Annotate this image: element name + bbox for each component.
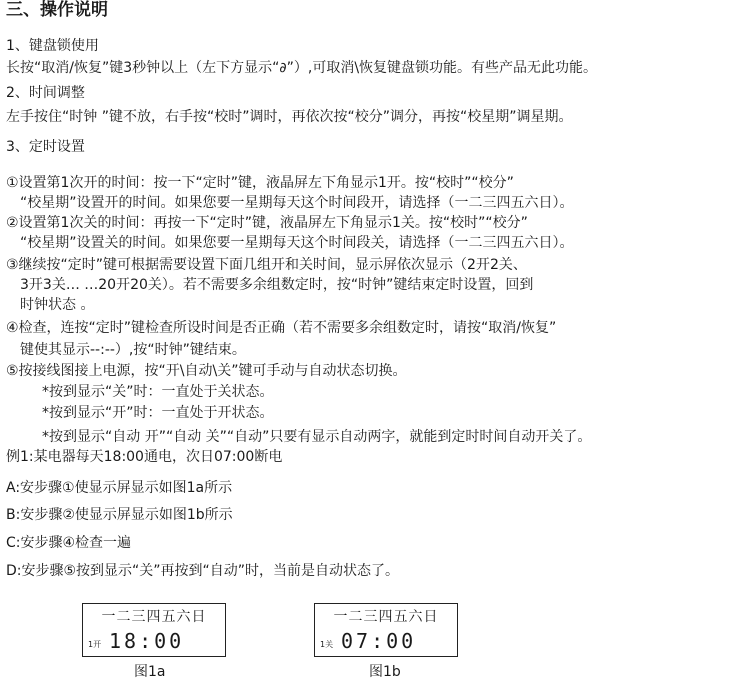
- timer-note-line: *按到显示“自动 开”“自动 关”“自动”只要有显示自动两字，就能到定时时间自动开关了。: [42, 429, 592, 445]
- timer-step-line: ③继续按“定时”键可根据需要设置下面几组开和关时间，显示屏依次显示（2开2关、: [6, 257, 527, 273]
- lcd-mode-label: 1开: [88, 640, 102, 649]
- example-step: B:安步骤②使显示屏显示如图1b所示: [6, 507, 233, 523]
- timer-step-line: 3开3关… …20开20关）。若不需要多余组数定时，按“时钟”键结束定时设置，回到: [20, 277, 534, 293]
- timer-note-line: *按到显示“关”时：一直处于关状态。: [42, 384, 274, 400]
- timer-step-line: ①设置第1次开的时间：按一下“定时”键，液晶屏左下角显示1开。按“校时”“校分”: [6, 175, 514, 191]
- keylock-text: 长按“取消/恢复”键3秒钟以上（左下方显示“∂”）,可取消\恢复键盘锁功能。有些产品无此功能。: [6, 60, 598, 76]
- example-step: D:安步骤⑤按到显示“关”再按到“自动”时，当前是自动状态了。: [6, 563, 400, 579]
- timer-step-line: “校星期”设置开的时间。如果您要一星期每天这个时间段开，请选择（一二三四五六日）。: [20, 195, 574, 211]
- page-title: 三、操作说明: [6, 0, 108, 20]
- example-title: 例1:某电器每天18:00通电，次日07:00断电: [6, 449, 283, 465]
- figure-caption-1a: 图1a: [134, 664, 166, 680]
- lcd-mode-label: 1关: [320, 640, 334, 649]
- figure-caption-1b: 图1b: [369, 664, 401, 680]
- timer-step-line: ⑤按接线图接上电源，按“开\自动\关”键可手动与自动状态切换。: [6, 363, 407, 379]
- timer-setup-heading: 3、定时设置: [6, 139, 85, 155]
- example-step: C:安步骤④检查一遍: [6, 535, 132, 551]
- time-adjust-text: 左手按住“时钟 ”键不放，右手按“校时”调时，再依次按“校分”调分，再按“校星期”调星期。: [6, 109, 573, 125]
- timer-step-line: ④检查，连按“定时”键检查所设时间是否正确（若不需要多余组数定时，请按“取消/恢复”: [6, 320, 557, 336]
- timer-step-line: 时钟状态 。: [20, 297, 95, 313]
- timer-step-line: “校星期”设置关的时间。如果您要一星期每天这个时间段关，请选择（一二三四五六日）。: [20, 235, 574, 251]
- lcd-time: 07:00: [341, 629, 417, 653]
- lcd-weekdays: 一二三四五六日: [333, 609, 439, 625]
- timer-note-line: *按到显示“开”时：一直处于开状态。: [42, 405, 274, 421]
- lcd-display-1a: [82, 603, 226, 657]
- timer-step-line: ②设置第1次关的时间：再按一下“定时”键，液晶屏左下角显示1关。按“校时”“校分”: [6, 215, 528, 231]
- lcd-time: 18:00: [109, 629, 185, 653]
- lcd-display-1b: [314, 603, 458, 657]
- time-adjust-heading: 2、时间调整: [6, 85, 85, 101]
- example-step: A:安步骤①使显示屏显示如图1a所示: [6, 480, 233, 496]
- lcd-weekdays: 一二三四五六日: [101, 609, 207, 625]
- timer-step-line: 键使其显示--:--）,按“时钟”键结束。: [20, 342, 246, 358]
- keylock-heading: 1、键盘锁使用: [6, 38, 99, 54]
